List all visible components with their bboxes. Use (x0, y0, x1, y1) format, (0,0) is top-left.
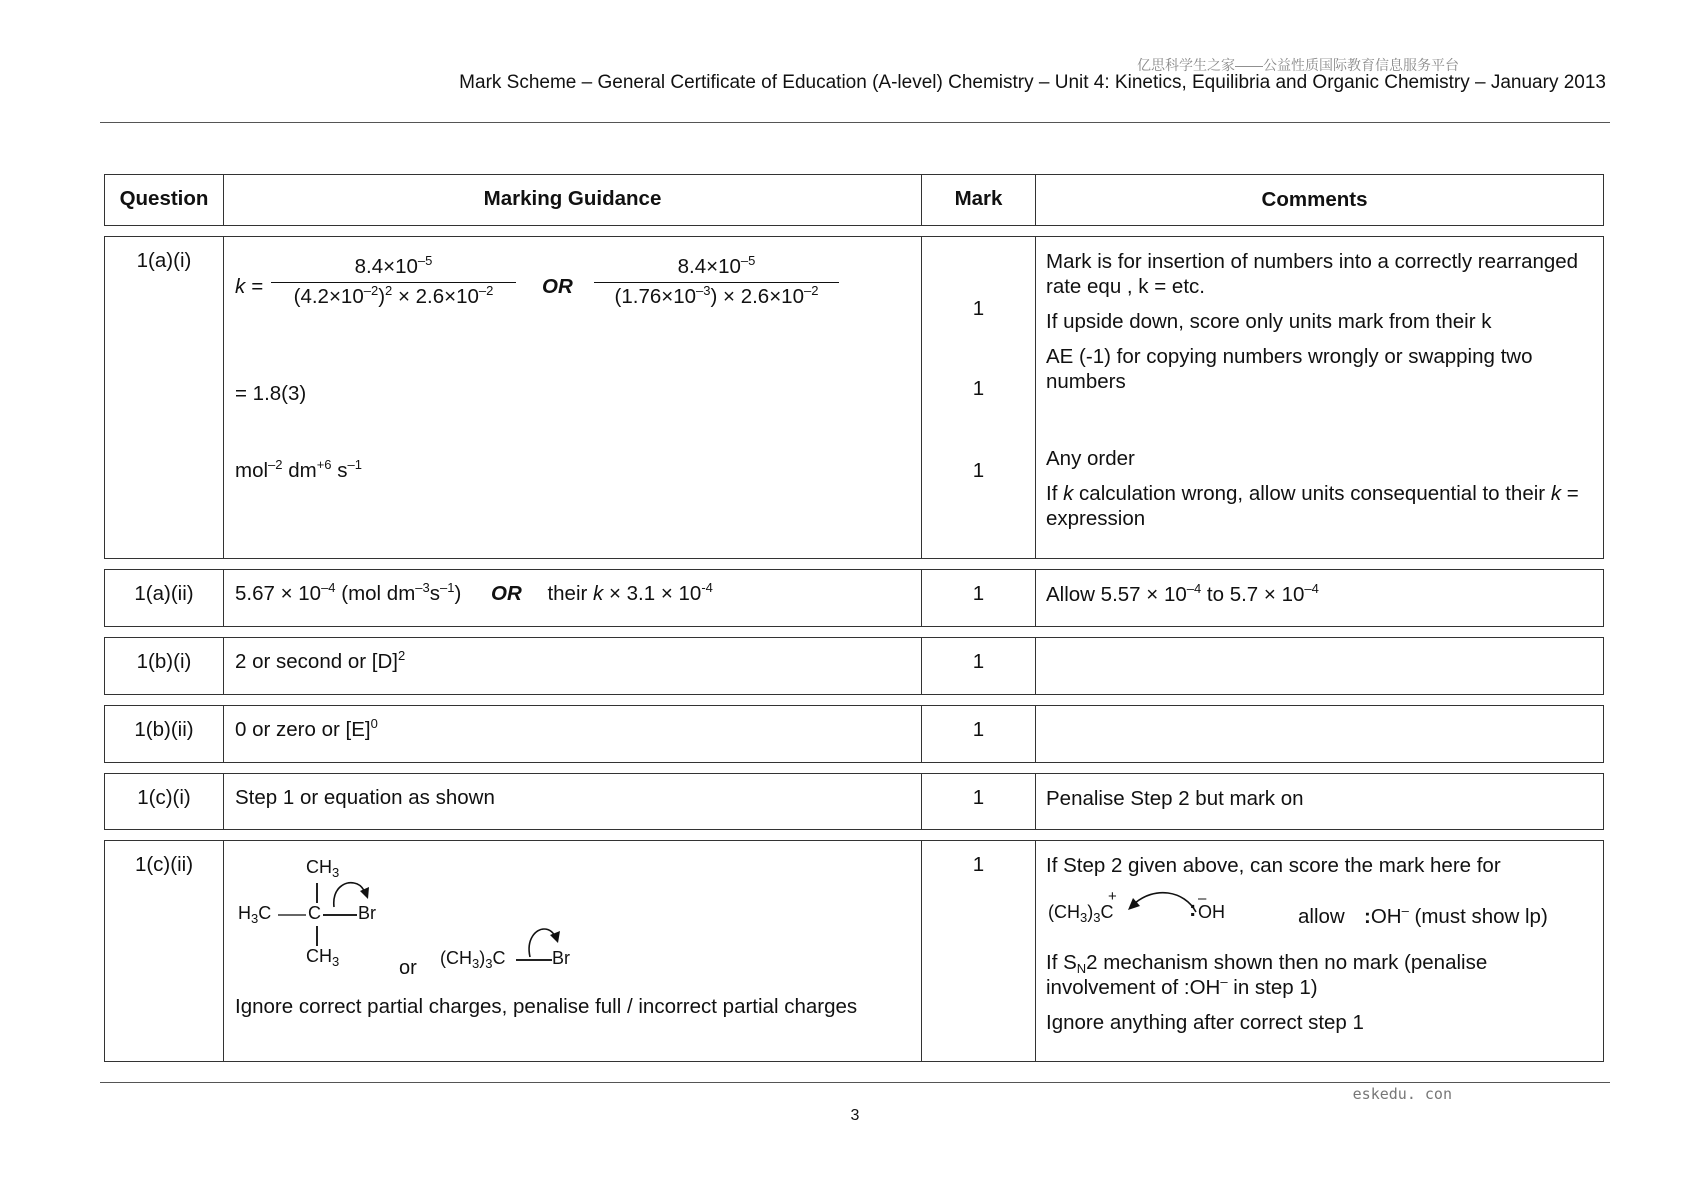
curly-arrow-icon (518, 921, 566, 959)
comments-cell (1036, 841, 1603, 1061)
header-rule (100, 122, 1610, 123)
mechanism-structure-tbutyl-bromide (224, 841, 624, 991)
table-row (104, 773, 1604, 830)
watermark-bottom: eskedu. con (1352, 1085, 1452, 1103)
comments-cell (1036, 638, 1603, 694)
h3c-label: $H_3C$ (238, 903, 272, 926)
question-id: 1(a)(i) (105, 237, 224, 558)
fraction-2: $\frac{8.4\times 10^{-5}}{(1.76\times 10^{-3}) \times 2.6\times 10^{-2}}$ (594, 255, 839, 309)
guidance-cell: 2 or second or $[D]^2$ (224, 638, 922, 694)
mark-value: 1 (972, 377, 985, 400)
comment-text: If k calculation wrong, allow units consequential to their k = expression (1046, 482, 1579, 530)
page-number: 3 (850, 1107, 860, 1124)
bond-line (316, 883, 318, 903)
guidance-cell: $5.67 \times 10^{-4}$ (mol $dm^{-3}s^{-1}$) OR their $k \times 3.1 \times 10^{-4}$ (224, 570, 922, 626)
or-text: or (399, 957, 417, 979)
question-id: 1(c)(i) (105, 774, 224, 829)
carbocation-label: $(CH_3)_3C$ (1048, 902, 1114, 925)
lone-pair-dots: : (1189, 896, 1197, 921)
col-question-header: Question (105, 175, 224, 225)
k-units: mol$^{-2}$ $dm^{+6}$ $s^{-1}$ (235, 457, 362, 482)
comment-text: AE (-1) for copying numbers wrongly or swapping two numbers (1046, 345, 1533, 393)
comments-cell (1036, 237, 1603, 558)
table-header-row (104, 174, 1604, 226)
comment-text: If $S_N2$ mechanism shown then no mark (penalise involvement of :OH– in step 1) (1046, 951, 1488, 999)
mark-cell (922, 237, 1036, 558)
footer-rule (100, 1082, 1610, 1083)
fraction-1: $\frac{8.4\times 10^{-5}}{(4.2\times 10^{-2})^2 \times 2.6\times 10^{-2}}$ (271, 255, 516, 309)
k-label: k = (235, 275, 263, 298)
comments-cell: Penalise Step 2 but mark on (1046, 787, 1304, 810)
col-mark-header: Mark (922, 175, 1036, 225)
or-text: OR (542, 275, 573, 298)
question-id: 1(b)(i) (105, 638, 224, 694)
plus-charge: + (1108, 888, 1117, 905)
guidance-cell: Step 1 or equation as shown (224, 774, 922, 829)
guidance-cell: 0 or zero or $[E]^0$ (224, 706, 922, 762)
comments-cell: Allow $5.57 \times 10^{-4}$ to $5.7 \times 10^{-4}$ (1046, 581, 1319, 606)
comment-text: Ignore anything after correct step 1 (1046, 1011, 1364, 1034)
allow-text: allow (1298, 905, 1345, 928)
central-carbon-label: C (308, 903, 321, 923)
hydroxide-label: OH (1198, 902, 1225, 922)
question-id: 1(b)(ii) (105, 706, 224, 762)
bond-line (516, 959, 552, 961)
comments-cell (1036, 706, 1603, 762)
comment-text: If upside down, score only units mark from their k (1046, 310, 1492, 333)
or-text: OR (491, 582, 522, 605)
ch3-bottom-label: $CH_3$ (306, 946, 340, 969)
page-header: Mark Scheme – General Certificate of Education (A-level) Chemistry – Unit 4: Kinetics, Equilibria and Organic Chemistry – January 2013 (459, 72, 1606, 93)
bond-line (316, 926, 318, 946)
k-result: = 1.8(3) (235, 382, 307, 405)
guidance-cell (224, 841, 922, 1061)
ch3-top-label: $CH_3$ (306, 857, 340, 880)
mechanism-note: Ignore correct partial charges, penalise full / incorrect partial charges (235, 995, 858, 1018)
watermark-top: 亿思科学生之家——公益性质国际教育信息服务平台 (1137, 57, 1459, 73)
bond-line (323, 914, 357, 916)
col-guidance-header: Marking Guidance (224, 175, 922, 225)
mark-value: 1 (922, 706, 1036, 762)
question-id: 1(c)(ii) (105, 841, 224, 1061)
hydroxide-lp-text: :OH– (must show lp) (1364, 903, 1548, 928)
curly-arrow-icon (324, 877, 376, 909)
comment-text: If Step 2 given above, can score the mark here for (1046, 854, 1501, 877)
comment-text: Mark is for insertion of numbers into a correctly rearranged rate equ , k = etc. (1046, 250, 1579, 298)
carbocation-attack-diagram (1046, 878, 1593, 940)
br-label: Br (358, 903, 376, 923)
comment-text: Any order (1046, 447, 1135, 470)
table-row (104, 569, 1604, 627)
col-comments-header: Comments (1261, 188, 1368, 211)
minus-charge: – (1198, 890, 1207, 907)
mark-value: 1 (922, 841, 1036, 1061)
guidance-cell (224, 237, 922, 558)
mark-value: 1 (972, 459, 985, 482)
mark-value: 1 (922, 638, 1036, 694)
table-row (104, 637, 1604, 695)
table-row (104, 705, 1604, 763)
table-row (104, 236, 1604, 559)
table-row (104, 840, 1604, 1062)
mark-value: 1 (972, 297, 985, 320)
alt-br-label: Br (552, 948, 570, 968)
alt-structure-label: $(CH_3)_3C$ (440, 948, 506, 971)
mark-value: 1 (922, 774, 1036, 829)
mark-value: 1 (922, 570, 1036, 626)
question-id: 1(a)(ii) (105, 570, 224, 626)
bond-line (278, 914, 306, 916)
